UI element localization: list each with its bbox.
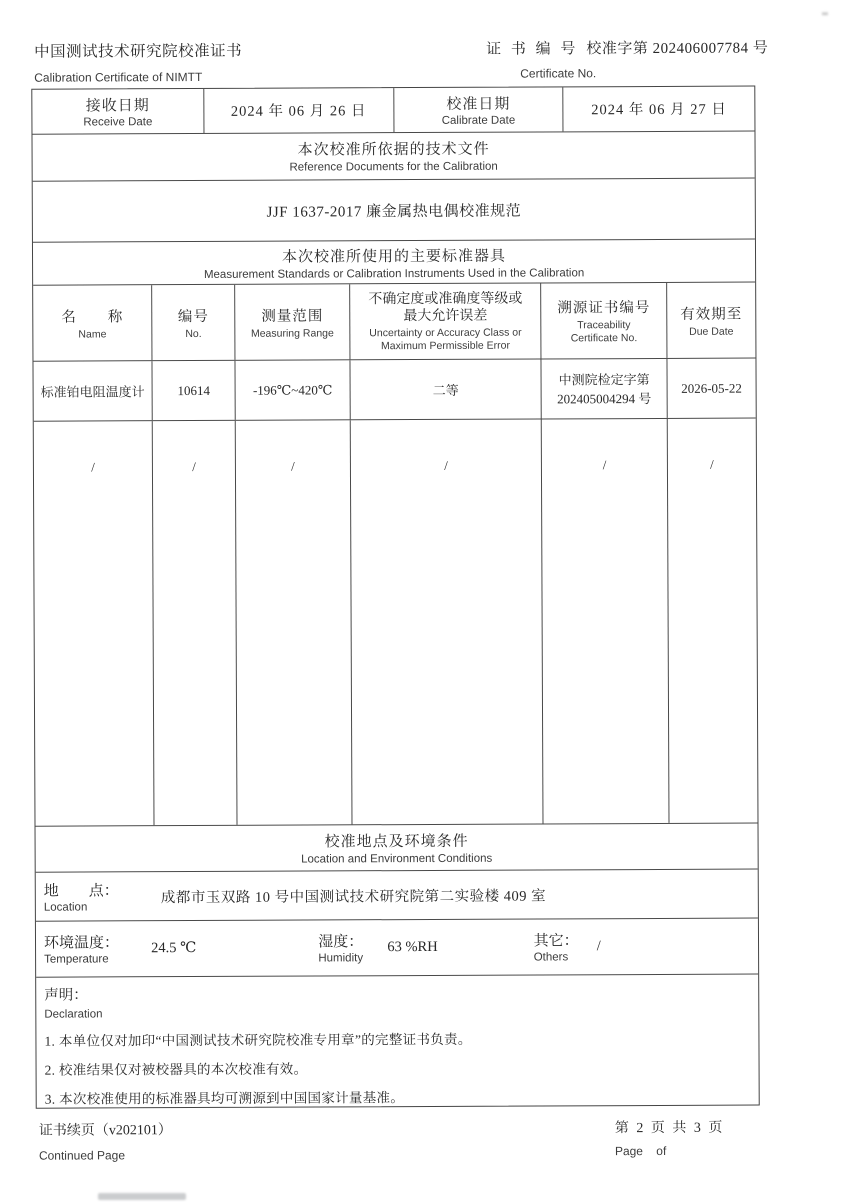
page-header	[34, 36, 806, 85]
humidity-label	[318, 931, 363, 965]
institute-title-zh: 中国测试技术研究院校准证书	[34, 42, 243, 61]
location-section-heading	[36, 823, 758, 873]
standards-heading-en: Measurement Standards or Calibration Instruments Used in the Calibration	[203, 267, 585, 281]
footer-continued-zh: 证书续页（v202101）	[38, 1123, 172, 1139]
certificate-number-line	[486, 36, 768, 58]
temperature-label-zh: 环境温度：	[43, 935, 120, 953]
cell-range: -196℃~420℃	[236, 361, 351, 421]
institute-title-block	[34, 39, 242, 85]
calibrate-date-label-zh: 校准日期	[446, 96, 511, 113]
standards-heading-zh: 本次校准所使用的主要标准器具	[281, 248, 507, 266]
humidity-label-zh: 湿度：	[318, 934, 364, 951]
others-group	[534, 930, 601, 964]
receive-date-value: 2024 年 06 月 26 日	[230, 103, 367, 121]
col-header-duedate-zh: 有效期至	[680, 306, 743, 323]
certificate-number-label-zh: 证 书 编 号	[486, 41, 579, 58]
standards-table	[33, 283, 757, 826]
col-header-uncertainty	[350, 284, 542, 360]
cell-name-empty: /	[34, 422, 155, 827]
location-heading-zh: 校准地点及环境条件	[324, 834, 469, 851]
others-value: /	[596, 938, 601, 955]
declaration-heading-en: Declaration	[44, 1008, 103, 1021]
receive-date-value-cell	[204, 88, 394, 133]
environment-row	[36, 918, 758, 977]
humidity-group	[318, 930, 438, 965]
receive-date-label-en: Receive Date	[83, 116, 153, 129]
page-footer	[38, 1116, 799, 1163]
reference-heading-zh: 本次校准所依据的技术文件	[297, 141, 490, 159]
location-label-en: Location	[43, 901, 88, 914]
calibrate-date-label-en: Calibrate Date	[441, 114, 516, 127]
institute-title-en: Calibration Certificate of NIMTT	[34, 69, 203, 85]
humidity-value: 63 %RH	[387, 938, 438, 956]
col-header-uncertainty-zh: 不确定度或准确度等级或 最大允许误差	[368, 291, 523, 325]
temperature-value: 24.5 ℃	[151, 939, 197, 957]
col-header-name	[33, 286, 152, 362]
dates-row	[32, 87, 754, 135]
cell-duedate-empty: /	[710, 457, 714, 473]
certificate-body-table	[31, 86, 759, 1109]
standards-table-header-row	[33, 283, 755, 362]
others-label	[534, 930, 579, 964]
location-label	[44, 879, 119, 913]
col-header-no-en: No.	[185, 327, 202, 340]
certificate-number-block	[486, 36, 768, 80]
cell-name: 标准铂电阻温度计	[33, 362, 152, 422]
declaration-heading-zh: 声明：	[44, 987, 88, 1004]
footer-page-number-zh: 第 2 页 共 3 页	[614, 1120, 725, 1137]
reference-document-value: JJF 1637-2017 廉金属热电偶校准规范	[266, 203, 522, 221]
col-header-range	[235, 285, 350, 361]
col-header-range-zh: 测量范围	[261, 308, 324, 325]
receive-date-label-zh: 接收日期	[85, 98, 150, 115]
temperature-label	[44, 932, 119, 966]
standards-table-row-2	[34, 419, 758, 826]
temperature-label-en: Temperature	[44, 953, 109, 967]
col-header-traceability-zh: 溯源证书编号	[557, 300, 651, 317]
others-label-zh: 其它：	[533, 933, 579, 950]
col-header-name-en: Name	[78, 328, 107, 341]
col-header-name-zh: 名 称	[61, 309, 124, 326]
footer-continued-page	[39, 1119, 172, 1163]
calibrate-date-label-cell	[394, 87, 564, 132]
declaration-item-3: 3. 本次校准使用的标准器具均可溯源到中国国家计量基准。	[44, 1090, 405, 1107]
reference-document-row	[33, 178, 755, 243]
calibrate-date-value: 2024 年 06 月 27 日	[591, 102, 727, 119]
calibrate-date-value-cell	[564, 87, 755, 132]
scan-artifact-smudge	[98, 1193, 186, 1200]
footer-page-number-en: Page of	[614, 1143, 667, 1159]
certificate-number-label-en: Certificate No.	[520, 66, 597, 81]
reference-heading-en: Reference Documents for the Calibration	[289, 160, 498, 174]
cell-no: 10614	[153, 361, 236, 420]
standards-section-heading	[33, 240, 755, 286]
temperature-group	[44, 931, 196, 966]
cell-duedate: 2026-05-22	[681, 380, 742, 396]
location-row	[36, 870, 758, 922]
location-label-zh: 地 点：	[43, 883, 119, 900]
scan-artifact-corner	[822, 12, 828, 15]
cell-uncertainty: 二等	[350, 360, 542, 420]
cell-no-empty: /	[153, 421, 238, 825]
declaration-item-2: 2. 校准结果仅对被校器具的本次校准有效。	[44, 1061, 308, 1078]
col-header-duedate	[667, 283, 755, 358]
col-header-no-zh: 编号	[177, 308, 209, 325]
others-label-en: Others	[533, 951, 569, 964]
cell-traceability-empty: /	[542, 419, 669, 824]
cell-traceability: 中测院检定字第 202405004294 号	[542, 359, 668, 419]
col-header-traceability-en: Traceability Certificate No.	[570, 319, 638, 345]
footer-page-number	[615, 1117, 725, 1158]
col-header-uncertainty-en: Uncertainty or Accuracy Class or Maximum Permissible Error	[369, 326, 522, 353]
humidity-label-en: Humidity	[318, 952, 364, 965]
cell-range-empty: /	[236, 421, 353, 825]
receive-date-label-cell	[32, 89, 204, 134]
declaration-section	[36, 975, 759, 1108]
standards-table-row-1	[33, 359, 755, 422]
certificate-number-value: 校准字第 202406007784 号	[586, 40, 769, 58]
location-heading-en: Location and Environment Conditions	[301, 853, 493, 866]
reference-section-heading	[32, 131, 754, 181]
location-value: 成都市玉双路 10 号中国测试技术研究院第二实验楼 409 室	[160, 888, 547, 906]
col-header-duedate-en: Due Date	[689, 325, 734, 338]
col-header-traceability	[541, 283, 667, 359]
cell-uncertainty-empty: /	[351, 420, 544, 825]
footer-continued-en: Continued Page	[38, 1148, 126, 1163]
declaration-item-1: 1. 本单位仅对加印“中国测试技术研究院校准专用章”的完整证书负责。	[44, 1031, 472, 1049]
col-header-range-en: Measuring Range	[250, 327, 334, 340]
col-header-no	[152, 285, 235, 360]
